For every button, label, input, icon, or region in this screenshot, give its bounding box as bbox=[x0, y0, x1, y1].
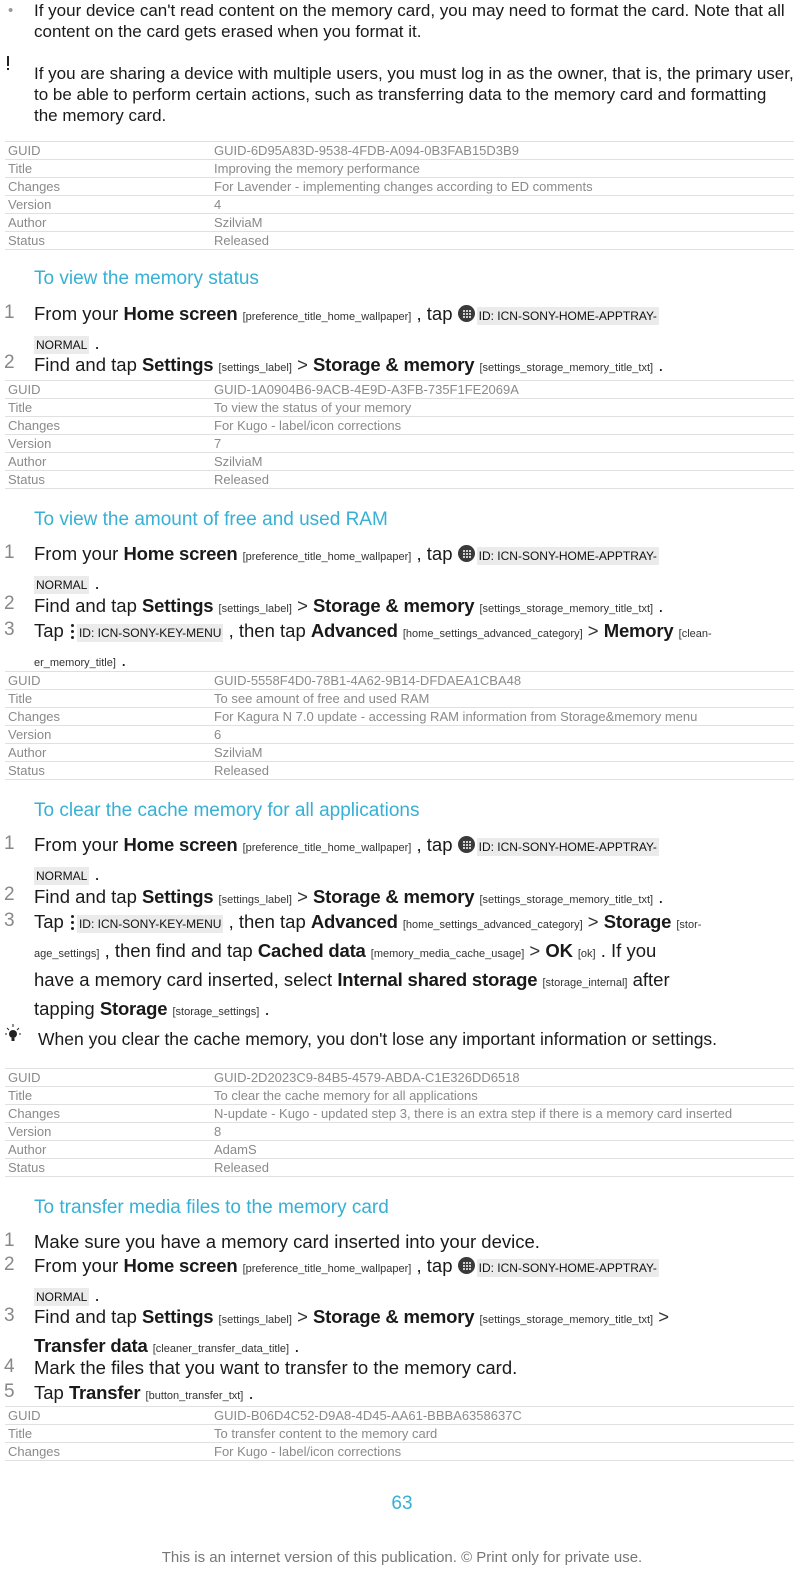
step-text: Tap ID: ICN-SONY-KEY-MENU , then tap Advanced [home_settings_advanced_category] > Memory [clean- er_memory_title] . bbox=[34, 620, 712, 670]
step-number: 2 bbox=[4, 593, 15, 614]
apps-icon bbox=[458, 545, 475, 562]
apps-icon bbox=[458, 1257, 475, 1274]
step-text: Find and tap Settings [settings_label] > Storage & memory [settings_storage_memory_title_txt] > Transfer data [cleaner_transfer_data_title] . bbox=[34, 1306, 670, 1356]
step-text: From your Home screen [preference_title_home_wallpaper] , tap ID: ICN-SONY-HOME-APPTRAY- NORMAL . bbox=[34, 303, 657, 353]
step-text: Tap Transfer [button_transfer_txt] . bbox=[34, 1382, 254, 1403]
step-number: 5 bbox=[4, 1381, 15, 1402]
step-number: 1 bbox=[4, 302, 15, 323]
apps-icon bbox=[458, 836, 475, 853]
step-number: 2 bbox=[4, 352, 15, 373]
intro-warning-text: If you are sharing a device with multiple users, you must log in as the owner, that is, the primary user, to be able to perform certain actions, such as transferring data to the memory card and formatting the memory card. bbox=[34, 64, 794, 125]
step-text: From your Home screen [preference_title_home_wallpaper] , tap ID: ICN-SONY-HOME-APPTRAY- NORMAL . bbox=[34, 834, 657, 884]
step-text: Mark the files that you want to transfer to the memory card. bbox=[34, 1357, 518, 1378]
apps-icon bbox=[458, 305, 475, 322]
step-text: Find and tap Settings [settings_label] > Storage & memory [settings_storage_memory_title_txt] . bbox=[34, 354, 664, 375]
warning-icon bbox=[6, 56, 10, 70]
step-text: Find and tap Settings [settings_label] > Storage & memory [settings_storage_memory_title_txt] . bbox=[34, 595, 664, 616]
menu-icon bbox=[71, 624, 74, 639]
step-number: 3 bbox=[4, 1305, 15, 1326]
menu-icon bbox=[71, 915, 74, 930]
section-heading: To transfer media files to the memory card bbox=[34, 1197, 389, 1218]
metadata-table: GUID GUID-B06D4C52-D9A8-4D45-AA61-BBBA6358637C Title To transfer content to the memory card Changes For Kugo - label/icon corrections bbox=[5, 1406, 794, 1461]
step-text: Make sure you have a memory card inserted into your device. bbox=[34, 1231, 540, 1252]
step-number: 3 bbox=[4, 619, 15, 640]
footer-note: This is an internet version of this publication. © Print only for private use. bbox=[161, 1549, 643, 1566]
tip-text: When you clear the cache memory, you don't lose any important information or settings. bbox=[38, 1029, 718, 1049]
metadata-table: GUID GUID-5558F4D0-78B1-4A62-9B14-DFDAEA1CBA48 Title To see amount of free and used RAM Changes For Kagura N 7.0 update - accessing RAM information from Storage&memory menu Version 6 Author SzilviaM Status Released bbox=[5, 671, 794, 780]
step-text: Find and tap Settings [settings_label] > Storage & memory [settings_storage_memory_title_txt] . bbox=[34, 886, 664, 907]
step-number: 4 bbox=[4, 1356, 15, 1377]
step-number: 1 bbox=[4, 1230, 15, 1251]
step-number: 2 bbox=[4, 884, 15, 905]
step-number: 1 bbox=[4, 833, 15, 854]
lightbulb-icon bbox=[2, 1022, 24, 1046]
step-text: From your Home screen [preference_title_home_wallpaper] , tap ID: ICN-SONY-HOME-APPTRAY- NORMAL . bbox=[34, 1255, 657, 1305]
page-number: 63 bbox=[391, 1493, 413, 1514]
step-number: 2 bbox=[4, 1254, 15, 1275]
step-number: 3 bbox=[4, 910, 15, 931]
metadata-table: GUID GUID-1A0904B6-9ACB-4E9D-A3FB-735F1FE2069A Title To view the status of your memory Changes For Kugo - label/icon corrections Version 7 Author SzilviaM Status Released bbox=[5, 380, 794, 489]
section-heading: To clear the cache memory for all applications bbox=[34, 800, 420, 821]
section-heading: To view the memory status bbox=[34, 268, 259, 289]
section-heading: To view the amount of free and used RAM bbox=[34, 509, 388, 530]
step-text: Tap ID: ICN-SONY-KEY-MENU , then tap Advanced [home_settings_advanced_category] > Storage [stor- age_settings] , then find and tap Cached data [memory_media_cache_usage] > OK [ok] . If you have a memory card inserted, select Internal shared storage [storage_internal] after tapping Storage [storage_settings] . bbox=[34, 911, 702, 1019]
bullet-icon: • bbox=[8, 2, 14, 19]
metadata-table: GUID GUID-6D95A83D-9538-4FDB-A094-0B3FAB15D3B9 Title Improving the memory performance Changes For Lavender - implementing changes according to ED comments Version 4 Author SzilviaM Status Released bbox=[5, 141, 794, 250]
step-number: 1 bbox=[4, 542, 15, 563]
step-text: From your Home screen [preference_title_home_wallpaper] , tap ID: ICN-SONY-HOME-APPTRAY- NORMAL . bbox=[34, 543, 657, 593]
metadata-table: GUID GUID-2D2023C9-84B5-4579-ABDA-C1E326DD6518 Title To clear the cache memory for all applications Changes N-update - Kugo - updated step 3, there is an extra step if there is a memory card inserted Version 8 Author AdamS Status Released bbox=[5, 1068, 794, 1177]
intro-bullet-text: If your device can't read content on the memory card, you may need to format the card. Note that all content on the card gets erased when you format it. bbox=[34, 1, 785, 41]
